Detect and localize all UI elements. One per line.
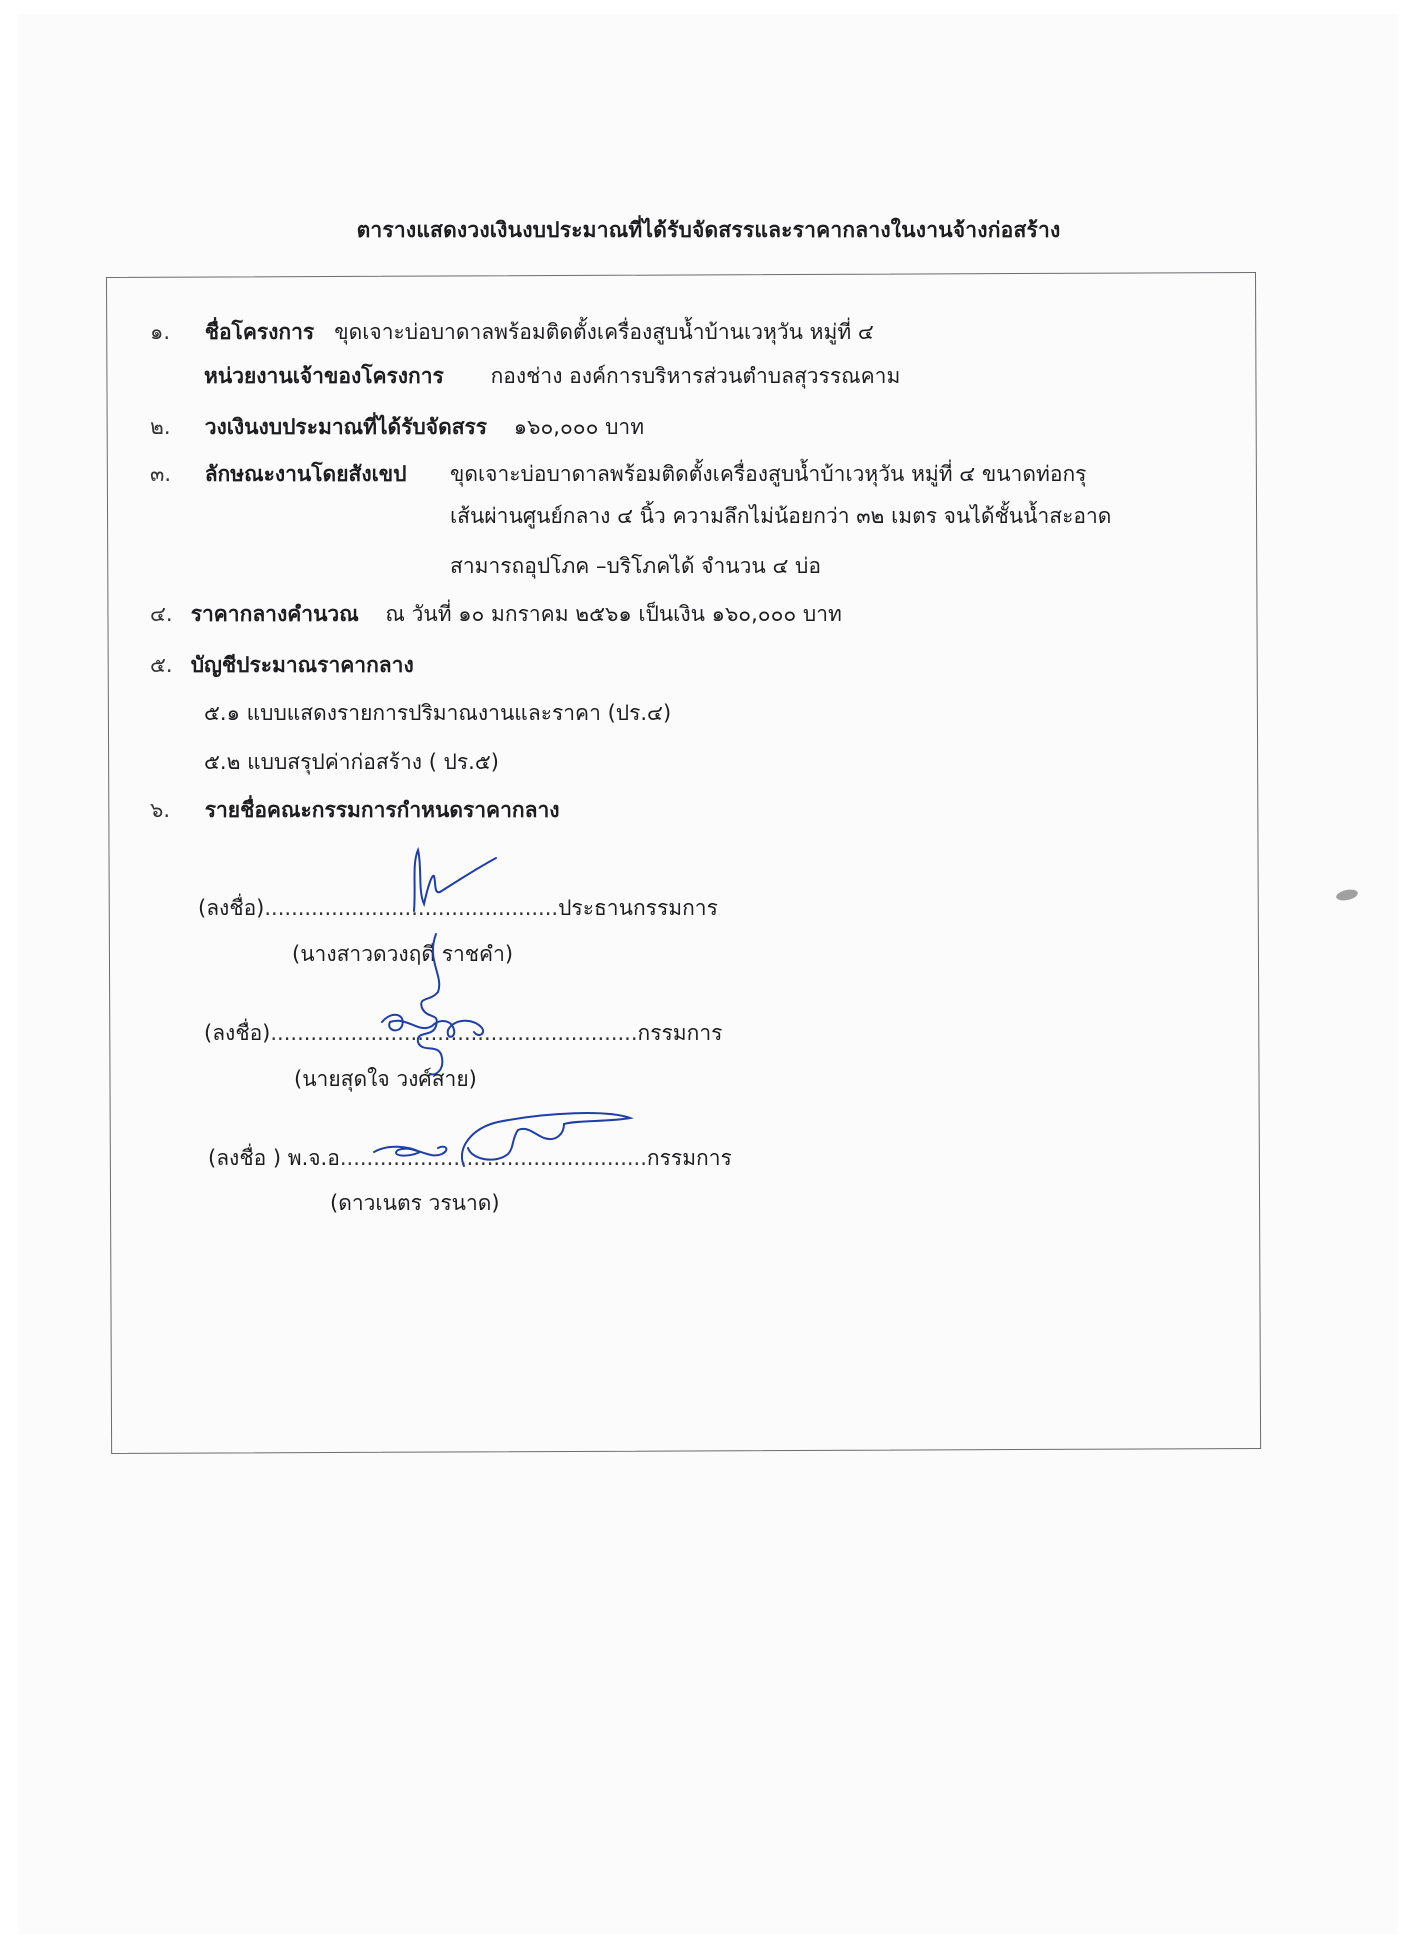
content-frame — [106, 272, 1261, 1454]
item1-value: ขุดเจาะบ่อบาดาลพร้อมติดตั้งเครื่องสูบน้ำบ้านเวหุวัน หมู่ที่ ๔ — [334, 320, 874, 344]
signature-dots: ....................................................... — [270, 1021, 638, 1045]
item1-label: ชื่อโครงการ — [204, 320, 315, 344]
item4-number: ๔. — [150, 602, 173, 626]
item5-label: บัญชีประมาณราคากลาง — [190, 653, 414, 677]
signature-dots: ............................................ — [264, 896, 559, 920]
signatory-name-member1: (นายสุดใจ วงศ์สาย) — [294, 1067, 477, 1091]
signatory-name-member2: (ดาวเนตร วรนาด) — [330, 1191, 500, 1215]
item1-owner-line — [204, 366, 900, 387]
item4-value: ณ วันที่ ๑๐ มกราคม ๒๕๖๑ เป็นเงิน ๑๖๐,๐๐๐ บาท — [385, 602, 842, 626]
signature-dots: .............................................. — [339, 1146, 647, 1170]
item2-number: ๒. — [150, 415, 171, 439]
item2-label: วงเงินงบประมาณที่ได้รับจัดสรร — [204, 415, 488, 439]
handwritten-signature-chair — [404, 846, 504, 916]
item2-value: ๑๖๐,๐๐๐ บาท — [513, 415, 645, 439]
signature-role: กรรมการ — [637, 1021, 723, 1045]
item5-sub2: ๕.๒ แบบสรุปค่าก่อสร้าง ( ปร.๕) — [204, 750, 499, 774]
item5-sub1: ๕.๑ แบบแสดงรายการปริมาณงานและราคา (ปร.๔) — [204, 701, 672, 725]
item6-number: ๖. — [150, 798, 171, 822]
item3-desc-line3: สามารถอุปโภค –บริโภคได้ จำนวน ๔ บ่อ — [450, 554, 821, 578]
item4-line — [150, 604, 842, 625]
item6-label: รายชื่อคณะกรรมการกำหนดราคากลาง — [204, 798, 560, 822]
item3-label: ลักษณะงานโดยสังเขป — [204, 462, 407, 486]
item4-label: ราคากลางคำนวณ — [190, 602, 359, 626]
item3-desc-line2: เส้นผ่านศูนย์กลาง ๔ นิ้ว ความลึกไม่น้อยกว่า ๓๒ เมตร จนได้ชั้นน้ำสะอาด — [450, 504, 1112, 528]
handwritten-signature-member2 — [368, 1108, 648, 1178]
handwritten-signature-member1 — [378, 930, 498, 1080]
signature-role: ประธานกรรมการ — [558, 896, 718, 920]
item3-number: ๓. — [150, 462, 172, 486]
item3-desc-line1: ขุดเจาะบ่อบาดาลพร้อมติดตั้งเครื่องสูบน้ำบ้าเวหุวัน หมู่ที่ ๔ ขนาดท่อกรุ — [450, 462, 1087, 486]
item6-line — [150, 800, 560, 821]
item1-line — [150, 322, 874, 343]
item2-line — [150, 417, 644, 438]
owner-label: หน่วยงานเจ้าของโครงการ — [204, 364, 444, 388]
signature-role: กรรมการ — [646, 1146, 732, 1170]
signature-prefix: (ลงชื่อ ) พ.จ.อ — [208, 1146, 340, 1170]
item5-number: ๕. — [150, 653, 173, 677]
item3-line — [150, 464, 406, 485]
signatory-name-chair: (นางสาวดวงฤดี ราชคำ) — [292, 942, 514, 966]
signature-prefix: (ลงชื่อ) — [204, 1021, 271, 1045]
document-title: ตารางแสดงวงเงินงบประมาณที่ได้รับจัดสรรและราคากลางในงานจ้างก่อสร้าง — [356, 218, 1061, 242]
owner-value: กองช่าง องค์การบริหารส่วนตำบลสุวรรณคาม — [490, 364, 901, 388]
signature-prefix: (ลงชื่อ) — [198, 896, 265, 920]
item1-number: ๑. — [150, 320, 171, 344]
item5-line — [150, 655, 414, 676]
